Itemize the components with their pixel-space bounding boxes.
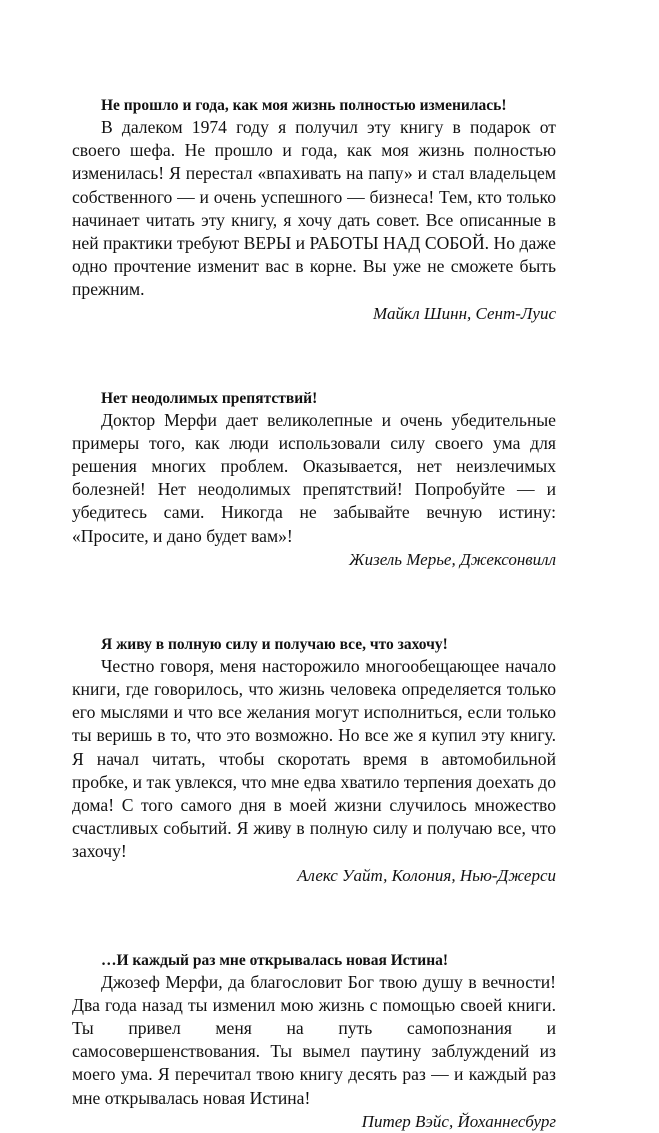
testimonial-author: Майкл Шинн, Сент-Луис	[373, 303, 556, 323]
testimonial-3	[72, 634, 556, 887]
testimonials-page	[72, 95, 556, 1133]
testimonial-text: Джозеф Мерфи, да благословит Бог твою душу в вечности! Два года назад ты изменил мою жизнь с помощью своей книги. Ты привел меня на путь самопознания и самосовершенствования. Ты вымел паутину заблуждений из моего ума. Я перечитал твою книгу десять раз — и каждый раз мне открывалась новая Истина!	[72, 971, 556, 1108]
testimonial-author: Жизель Мерье, Джексонвилл	[349, 549, 556, 569]
testimonial-author: Питер Вэйс, Йоханнесбург	[361, 1111, 556, 1131]
testimonial-author: Алекс Уайт, Колония, Нью-Джерси	[297, 865, 556, 885]
testimonial-headline: Нет неодолимых препятствий!	[101, 389, 318, 407]
testimonial-1	[72, 95, 556, 325]
testimonial-2	[72, 388, 556, 571]
testimonial-headline: …И каждый раз мне открывалась новая Истина!	[101, 951, 449, 969]
testimonial-headline: Я живу в полную силу и получаю все, что захочу!	[101, 635, 448, 653]
testimonial-text: Честно говоря, меня насторожило многообещающее начало книги, где говорилось, что жизнь человека определяется только его мыслями и что все желания могут исполниться, если только ты веришь в то, что это возможно. Но все же я купил эту книгу. Я начал читать, чтобы скоротать время в автомобильной пробке, и так увлекся, что мне едва хватило терпения доехать до дома! С того самого дня в моей жизни случилось множество счастливых событий. Я живу в полную силу и получаю все, что захочу!	[72, 655, 556, 862]
testimonial-4	[72, 950, 556, 1133]
testimonial-text: Доктор Мерфи дает великолепные и очень убедительные примеры того, как люди использовали силу своего ума для решения многих проблем. Оказывается, нет неизлечимых болезней! Нет неодолимых препятствий! Попробуйте — и убедитесь сами. Никогда не забывайте вечную истину: «Просите, и дано будет вам»!	[72, 409, 556, 546]
testimonial-headline: Не прошло и года, как моя жизнь полностью изменилась!	[101, 97, 507, 114]
testimonial-text: В далеком 1974 году я получил эту книгу в подарок от своего шефа. Не прошло и года, как моя жизнь полностью изменилась! Я перестал «впахивать на папу» и стал владельцем собственного — и очень успешного — бизнеса! Тем, кто только начинает читать эту книгу, я хочу дать совет. Все описанные в ней практики требуют ВЕРЫ и РАБОТЫ НАД СОБОЙ. Но даже одно прочтение изменит вас в корне. Вы уже не сможете быть прежним.	[72, 117, 556, 300]
